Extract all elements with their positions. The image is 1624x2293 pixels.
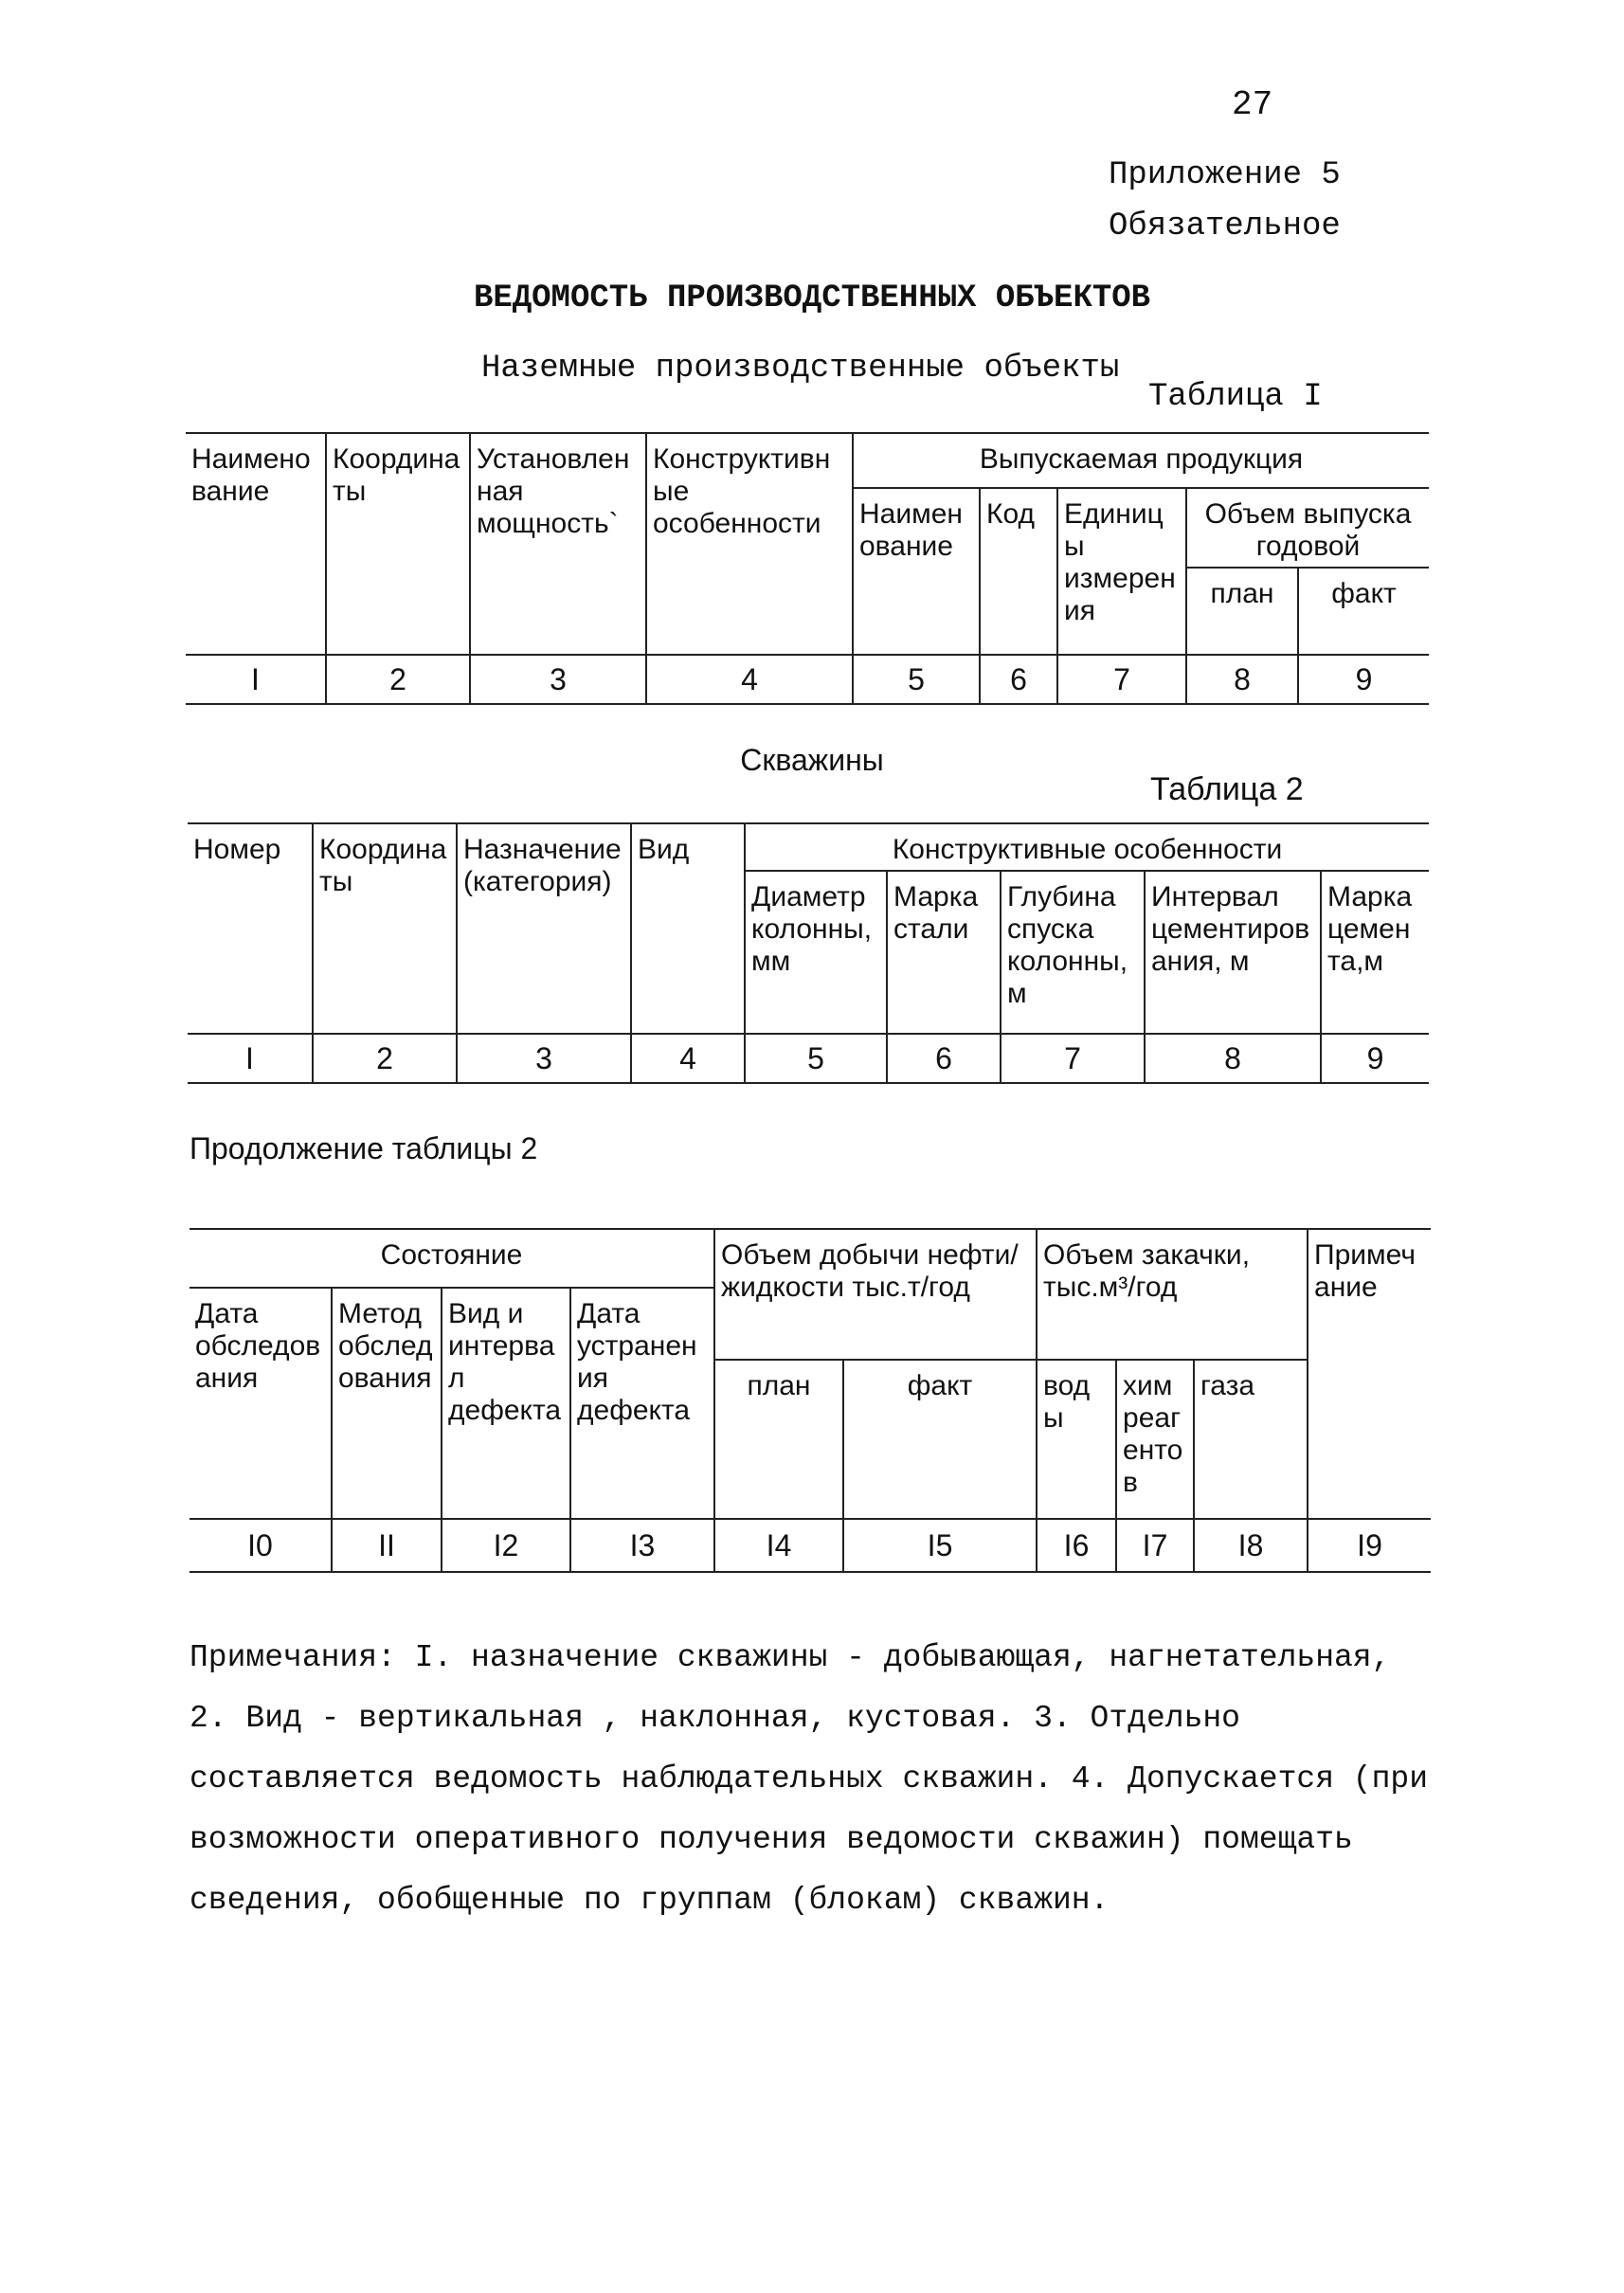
t1-col-number: 9 (1298, 655, 1429, 704)
t1-col-number: 5 (853, 655, 980, 704)
table1 (186, 432, 1429, 705)
t1-col-number: 6 (980, 655, 1057, 704)
t1-header-output-group: Выпускаемая продукция (853, 433, 1429, 488)
t2-header-diameter: Диаметр колонны, мм (745, 871, 887, 1034)
t3-header-gas: газа (1194, 1360, 1308, 1519)
appendix-label: Приложение 5 (1109, 157, 1341, 193)
t2-header-number: Номер (188, 823, 313, 1034)
t1-header-capacity: Установленная мощность` (470, 433, 646, 655)
table2-label: Таблица 2 (1150, 771, 1304, 807)
t3-col-number: I2 (442, 1519, 570, 1572)
t1-col-number: 7 (1057, 655, 1186, 704)
t1-col-number: 3 (470, 655, 646, 704)
t3-header-fact: факт (843, 1360, 1037, 1519)
t3-col-number: I5 (843, 1519, 1037, 1572)
t1-header-code: Код (980, 488, 1057, 655)
document-title: ВЕДОМОСТЬ ПРОИЗВОДСТВЕННЫХ ОБЪЕКТОВ (473, 280, 1151, 316)
table2-subtitle: Скважины (740, 743, 884, 777)
t3-col-number: I4 (714, 1519, 843, 1572)
t3-col-number: II (332, 1519, 442, 1572)
table2-continuation-label: Продолжение таблицы 2 (189, 1131, 538, 1165)
t3-header-defect-type: Вид и интервал дефекта (442, 1288, 570, 1519)
t1-header-volume-group: Объем выпуска годовой (1186, 488, 1429, 568)
t1-header-plan: план (1186, 568, 1298, 655)
t3-col-number: I8 (1194, 1519, 1308, 1572)
t1-col-number: 8 (1186, 655, 1298, 704)
notes-paragraph: Примечания: I. назначение скважины - добывающая, нагнетательная, 2. Вид - вертикальная , наклонная, кустовая. 3. Отдельно составляется ведомость наблюдательных скважин. 4. Допускается (при возможности оперативного получения ведомости скважин) помещать сведения, обобщенные по группам (блокам) скважин. (189, 1640, 1429, 1918)
t2-col-number: 8 (1145, 1034, 1321, 1083)
t1-header-units: Единицы измерения (1057, 488, 1186, 655)
t2-header-steel: Марка стали (887, 871, 1001, 1034)
t2-col-number: 7 (1001, 1034, 1145, 1083)
page-number: 27 (1232, 85, 1273, 124)
table1-label: Таблица I (1148, 379, 1323, 415)
t2-col-number: 4 (631, 1034, 745, 1083)
t3-col-number: I0 (189, 1519, 332, 1572)
t3-header-state-group: Состояние (189, 1229, 714, 1288)
t1-header-coords: Координаты (326, 433, 470, 655)
table2 (188, 822, 1429, 1084)
t1-col-number: 4 (646, 655, 853, 704)
t3-header-injection-group: Объем закачки, тыс.м³/год (1037, 1229, 1308, 1360)
t2-col-number: 2 (313, 1034, 457, 1083)
t3-header-survey-method: Метод обследования (332, 1288, 442, 1519)
t2-col-number: 6 (887, 1034, 1001, 1083)
t2-col-number: 5 (745, 1034, 887, 1083)
t3-header-note: Примечание (1308, 1229, 1431, 1519)
t3-header-fix-date: Дата устранения дефекта (570, 1288, 714, 1519)
appendix-block (1109, 150, 1341, 252)
t3-header-water: воды (1037, 1360, 1116, 1519)
t3-header-plan: план (714, 1360, 843, 1519)
t3-col-number: I7 (1116, 1519, 1194, 1572)
t2-header-coords: Координаты (313, 823, 457, 1034)
t2-header-features-group: Конструктивные особенности (745, 823, 1429, 871)
t3-col-number: I6 (1037, 1519, 1116, 1572)
t1-header-fact: факт (1298, 568, 1429, 655)
t2-header-cement: Марка цемента,м (1321, 871, 1429, 1034)
t1-header-name: Наименование (186, 433, 326, 655)
t1-header-features: Конструктивные особенности (646, 433, 853, 655)
t3-header-chemicals: химреагентов (1116, 1360, 1194, 1519)
appendix-status: Обязательное (1109, 208, 1341, 244)
t3-header-survey-date: Дата обследования (189, 1288, 332, 1519)
t3-header-production-group: Объем добычи нефти/жидкости тыс.т/год (714, 1229, 1037, 1360)
t3-col-number: I9 (1308, 1519, 1431, 1572)
t1-header-output-name: Наименование (853, 488, 980, 655)
t2-col-number: 9 (1321, 1034, 1429, 1083)
t2-col-number: 3 (457, 1034, 631, 1083)
table1-subtitle: Наземные производственные объекты (481, 351, 1120, 387)
t2-col-number: I (188, 1034, 313, 1083)
t2-header-purpose: Назначение (категория) (457, 823, 631, 1034)
t2-header-depth: Глубина спуска колонны, м (1001, 871, 1145, 1034)
t2-header-interval: Интервал цементирования, м (1145, 871, 1321, 1034)
t1-col-number: 2 (326, 655, 470, 704)
t2-header-type: Вид (631, 823, 745, 1034)
t1-col-number: I (186, 655, 326, 704)
t3-col-number: I3 (570, 1519, 714, 1572)
table2-continuation (189, 1228, 1431, 1573)
